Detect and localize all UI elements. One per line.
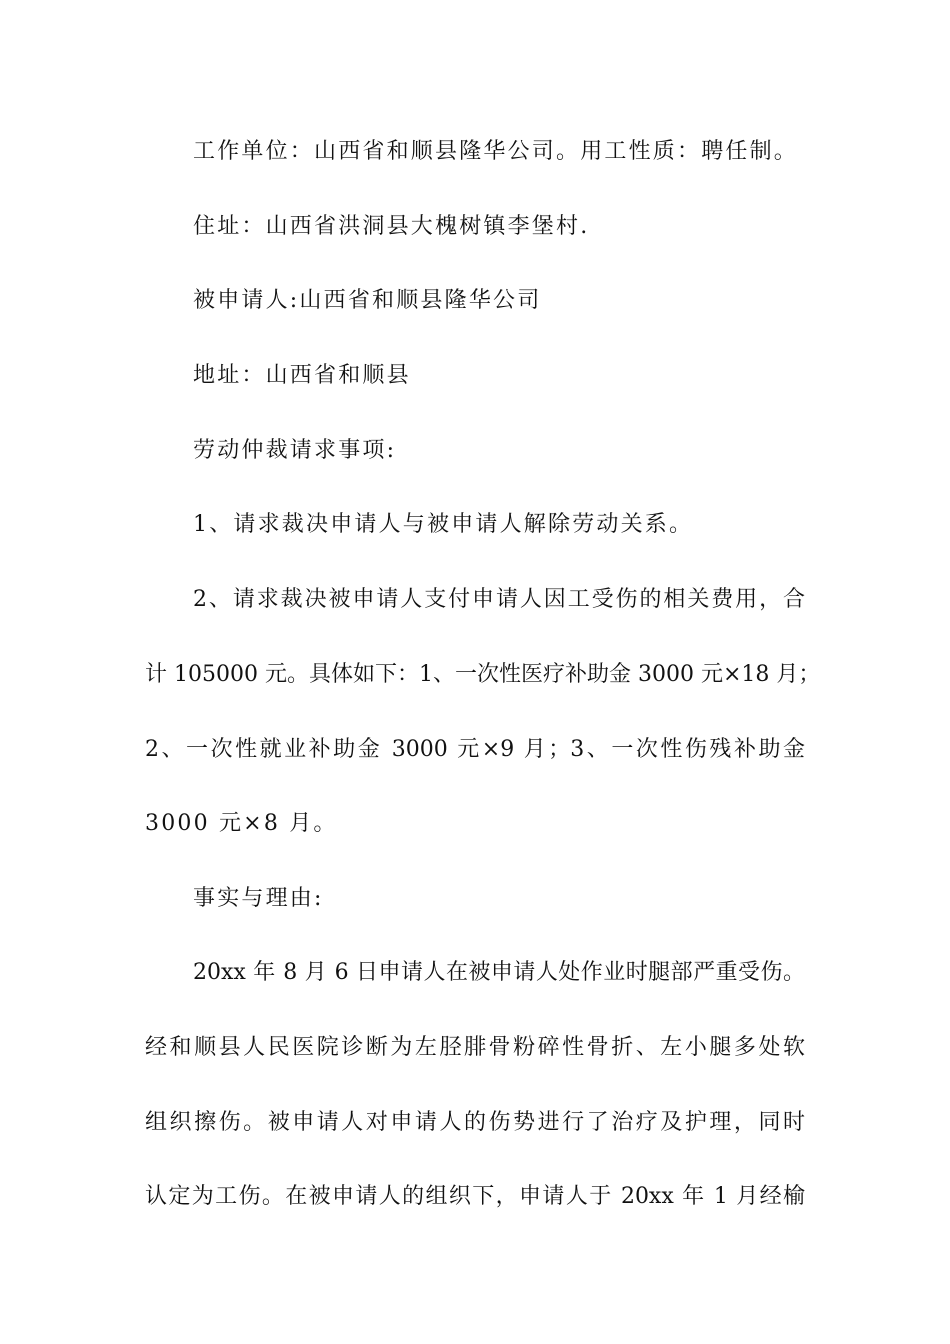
paragraph-address: 住址：山西省洪洞县大槐树镇李堡村.: [193, 214, 590, 239]
facts-line-4: 认定为工伤。在被申请人的组织下，申请人于 20xx 年 1 月经榆: [145, 1184, 805, 1209]
paragraph-respondent-address: 地址：山西省和顺县: [193, 363, 411, 388]
facts-line-3: 组织擦伤。被申请人对申请人的伤势进行了治疗及护理，同时: [145, 1110, 805, 1135]
claim-item-2-line-4: 3000 元×8 月。: [145, 811, 338, 836]
claim-item-1: 1、请求裁决申请人与被申请人解除劳动关系。: [193, 512, 694, 537]
facts-line-1: 20xx 年 8 月 6 日申请人在被申请人处作业时腿部严重受伤。: [193, 960, 805, 985]
paragraph-employer: 工作单位：山西省和顺县隆华公司。用工性质：聘任制。: [193, 139, 799, 164]
claim-item-2-line-1: 2、请求裁决被申请人支付申请人因工受伤的相关费用，合: [193, 587, 805, 612]
facts-line-2: 经和顺县人民医院诊断为左胫腓骨粉碎性骨折、左小腿多处软: [145, 1035, 805, 1060]
section-heading-facts: 事实与理由:: [193, 886, 324, 911]
paragraph-respondent: 被申请人:山西省和顺县隆华公司: [193, 288, 542, 313]
claim-item-2-line-2: 计 105000 元。具体如下：1、一次性医疗补助金 3000 元×18 月；: [145, 662, 821, 687]
section-heading-claims: 劳动仲裁请求事项:: [193, 438, 397, 463]
claim-item-2-line-3: 2、一次性就业补助金 3000 元×9 月；3、一次性伤残补助金: [145, 737, 805, 762]
